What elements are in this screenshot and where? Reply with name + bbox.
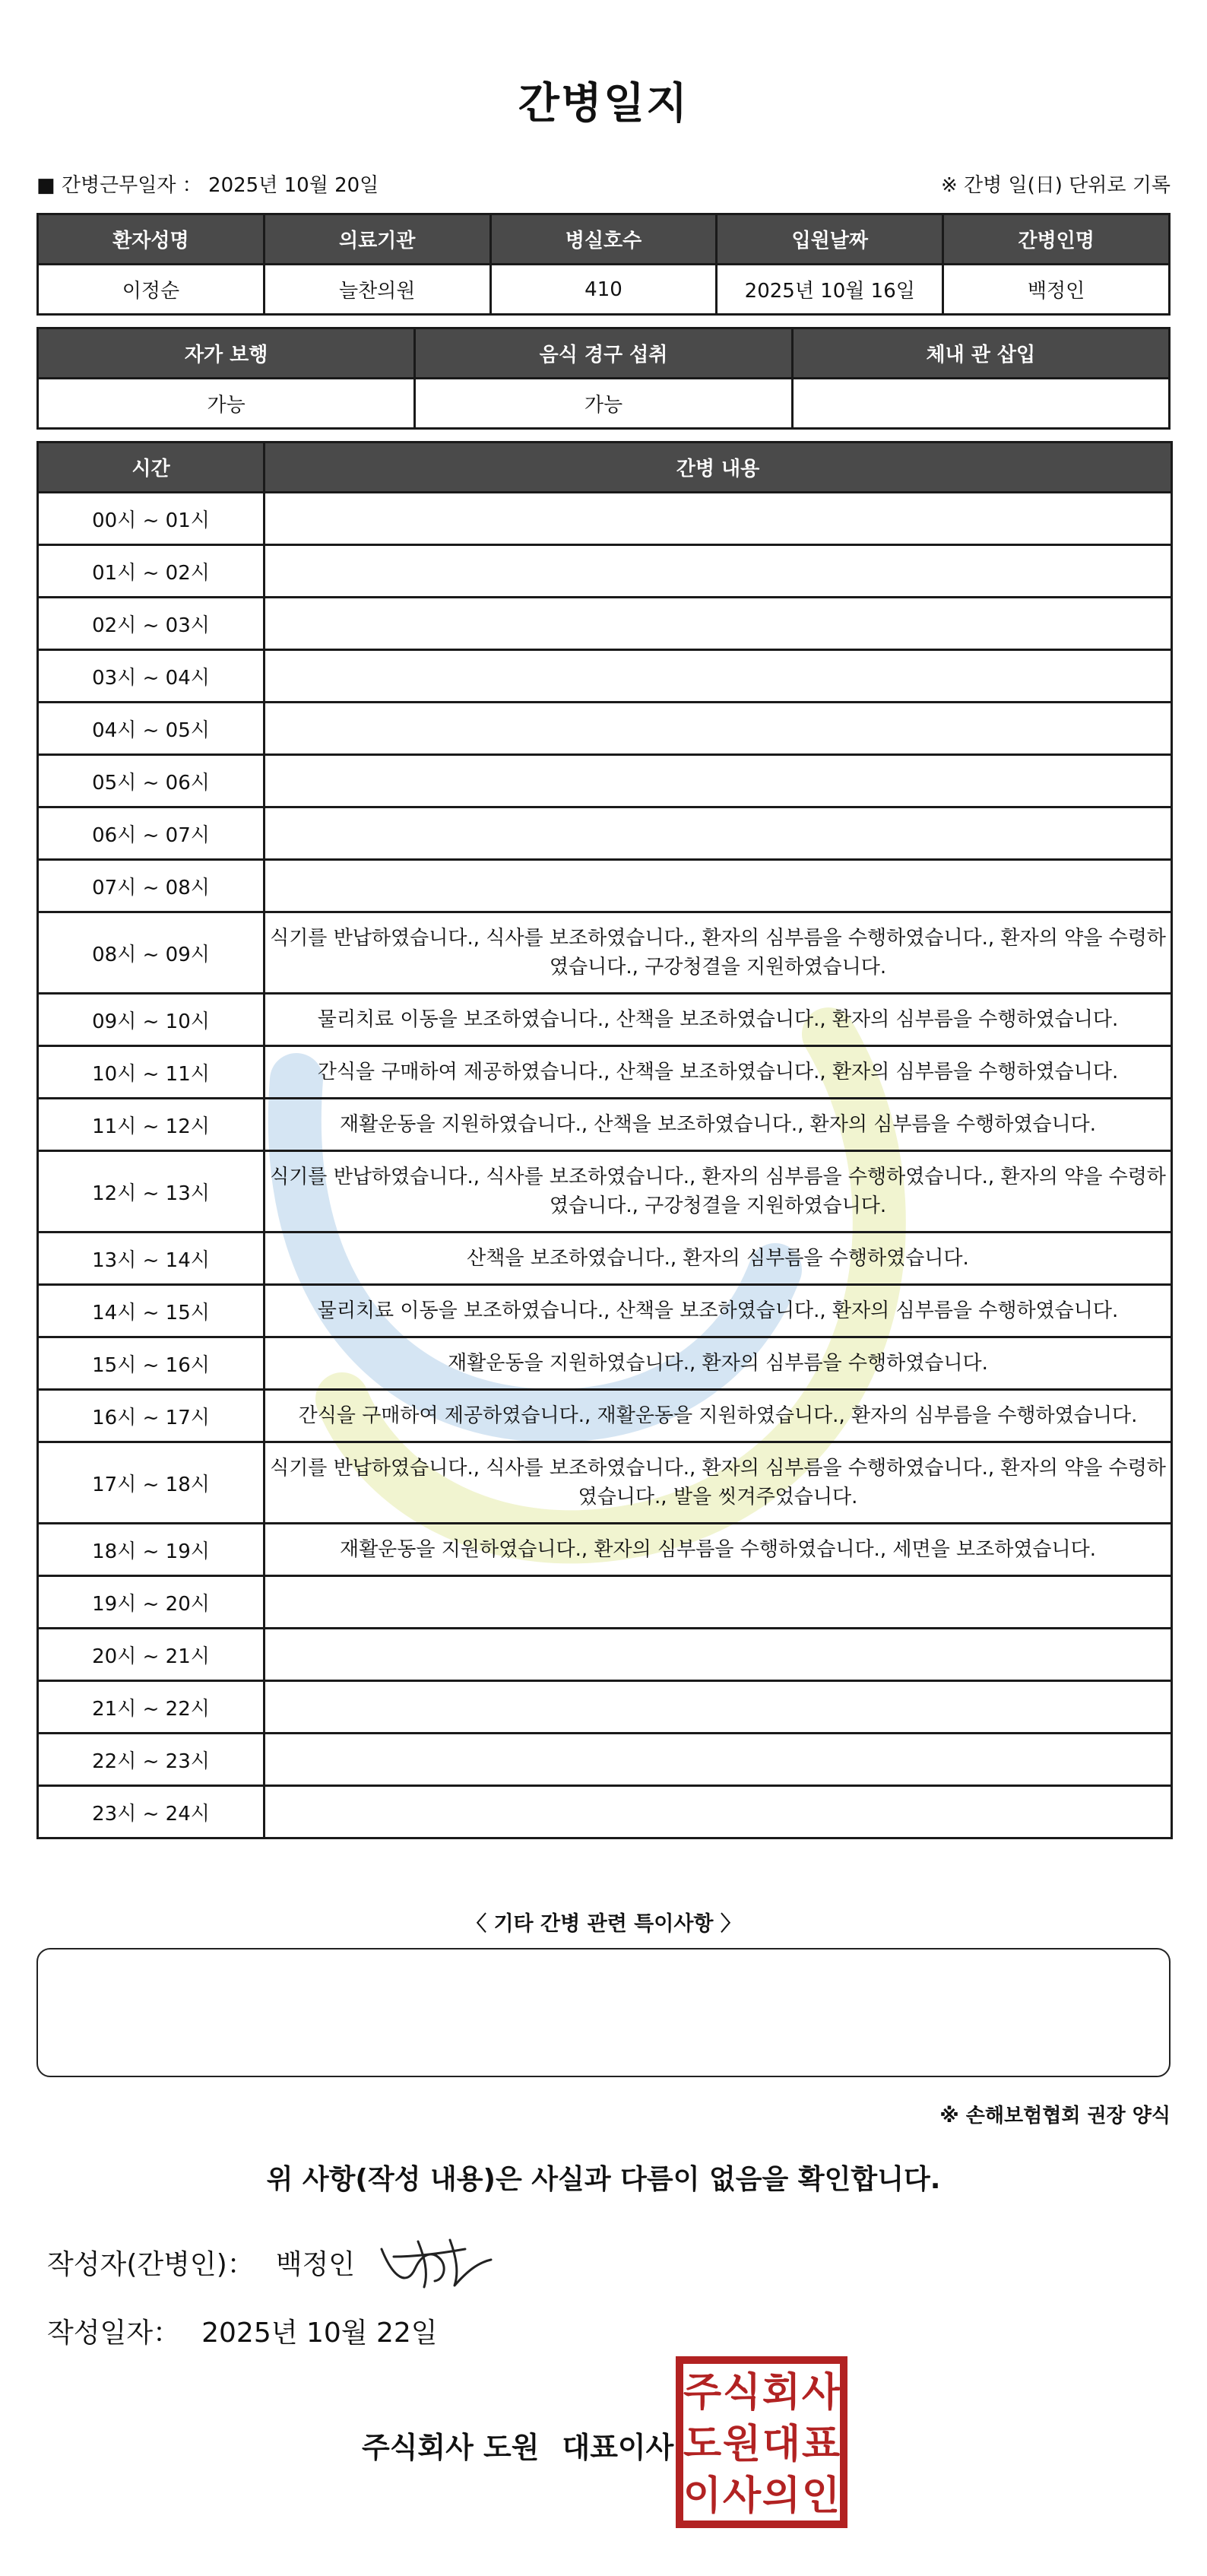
table-row xyxy=(38,1576,1172,1629)
care-content-cell: 간식을 구매하여 제공하였습니다., 재활운동을 지원하였습니다., 환자의 심부름을 수행하였습니다. xyxy=(265,1390,1172,1442)
seal-character: 회 xyxy=(762,2370,801,2416)
table-row xyxy=(38,598,1172,650)
time-cell: 23시 ~ 24시 xyxy=(38,1786,265,1838)
care-log-table xyxy=(36,441,1173,1839)
table-row xyxy=(38,755,1172,807)
care-content-cell xyxy=(265,650,1172,703)
table-row xyxy=(38,994,1172,1046)
table-row xyxy=(38,860,1172,912)
table-row xyxy=(38,1681,1172,1734)
patient-info-value-row xyxy=(38,265,1170,315)
care-content-cell: 재활운동을 지원하였습니다., 환자의 심부름을 수행하였습니다., 세면을 보조하였습니다. xyxy=(265,1524,1172,1576)
tube-insertion-value xyxy=(792,379,1169,429)
care-content-cell: 재활운동을 지원하였습니다., 산책을 보조하였습니다., 환자의 심부름을 수행하였습니다. xyxy=(265,1099,1172,1151)
patient-info-header-row xyxy=(38,214,1170,265)
table-row xyxy=(38,1337,1172,1390)
time-cell: 04시 ~ 05시 xyxy=(38,703,265,755)
time-cell: 06시 ~ 07시 xyxy=(38,807,265,860)
ceo-title: 대표이사 xyxy=(562,2431,674,2464)
self-walking-value: 가능 xyxy=(38,379,415,429)
seal-character: 주 xyxy=(683,2370,722,2416)
table-row xyxy=(38,493,1172,545)
patient-status-header-row xyxy=(38,328,1170,379)
table-row xyxy=(38,545,1172,598)
document-title: 간병일지 xyxy=(518,79,689,128)
time-cell: 02시 ~ 03시 xyxy=(38,598,265,650)
seal-character: 표 xyxy=(801,2422,841,2467)
care-content-cell xyxy=(265,1576,1172,1629)
header-caregiver-name: 간병인명 xyxy=(943,214,1170,265)
time-cell: 03시 ~ 04시 xyxy=(38,650,265,703)
care-content-cell xyxy=(265,755,1172,807)
table-row xyxy=(38,1734,1172,1786)
care-content-cell xyxy=(265,703,1172,755)
care-content-cell: 산책을 보조하였습니다., 환자의 심부름을 수행하였습니다. xyxy=(265,1232,1172,1285)
table-row xyxy=(38,1442,1172,1524)
care-log-header-row xyxy=(38,443,1172,493)
time-cell: 19시 ~ 20시 xyxy=(38,1576,265,1629)
table-row xyxy=(38,1629,1172,1681)
time-cell: 22시 ~ 23시 xyxy=(38,1734,265,1786)
time-cell: 08시 ~ 09시 xyxy=(38,912,265,994)
written-date-label: 작성일자： xyxy=(47,2317,181,2349)
company-name: 주식회사 도원 xyxy=(362,2431,540,2464)
table-row xyxy=(38,1046,1172,1099)
unit-note: ※ 간병 일(日) 단위로 기록 xyxy=(940,174,1171,197)
table-row xyxy=(38,1524,1172,1576)
special-notes-box xyxy=(36,1948,1171,2077)
header-care-content: 간병 내용 xyxy=(265,443,1172,493)
header-patient-name: 환자성명 xyxy=(38,214,265,265)
table-row xyxy=(38,650,1172,703)
confirmation-statement: 위 사항(작성 내용)은 사실과 다름이 없음을 확인합니다. xyxy=(266,2164,941,2195)
recommendation-note: ※ 손해보험협회 권장 양식 xyxy=(939,2105,1171,2127)
time-cell: 09시 ~ 10시 xyxy=(38,994,265,1046)
table-row xyxy=(38,1099,1172,1151)
care-content-cell xyxy=(265,1734,1172,1786)
writer-line xyxy=(47,2243,355,2282)
header-oral-intake: 음식 경구 섭취 xyxy=(415,328,792,379)
care-content-cell xyxy=(265,1786,1172,1838)
company-line xyxy=(362,2424,696,2466)
care-content-cell xyxy=(265,1629,1172,1681)
table-row xyxy=(38,1786,1172,1838)
oral-intake-value: 가능 xyxy=(415,379,792,429)
seal-character: 대 xyxy=(762,2422,801,2467)
time-cell: 15시 ~ 16시 xyxy=(38,1337,265,1390)
table-row xyxy=(38,1151,1172,1232)
time-cell: 17시 ~ 18시 xyxy=(38,1442,265,1524)
care-content-cell: 식기를 반납하였습니다., 식사를 보조하였습니다., 환자의 심부름을 수행하였습니다., 환자의 약을 수령하였습니다., 구강청결을 지원하였습니다. xyxy=(265,912,1172,994)
written-date-value: 2025년 10월 22일 xyxy=(201,2317,438,2349)
care-content-cell xyxy=(265,493,1172,545)
header-room-number: 병실호수 xyxy=(490,214,717,265)
time-cell: 11시 ~ 12시 xyxy=(38,1099,265,1151)
care-content-cell xyxy=(265,545,1172,598)
header-admission-date: 입원날짜 xyxy=(717,214,943,265)
room-number-value: 410 xyxy=(490,265,717,315)
time-cell: 14시 ~ 15시 xyxy=(38,1285,265,1337)
table-row xyxy=(38,1232,1172,1285)
seal-character: 의 xyxy=(762,2473,801,2519)
patient-info-table xyxy=(36,213,1171,316)
table-row xyxy=(38,1390,1172,1442)
writer-name: 백정인 xyxy=(275,2249,356,2280)
header-self-walking: 자가 보행 xyxy=(38,328,415,379)
handwritten-signature-icon xyxy=(371,2226,500,2295)
seal-character: 원 xyxy=(722,2422,762,2467)
hospital-value: 늘찬의원 xyxy=(264,265,490,315)
notes-title: 〈 기타 간병 관련 특이사항 〉 xyxy=(466,1912,741,1936)
care-content-cell: 간식을 구매하여 제공하였습니다., 산책을 보조하였습니다., 환자의 심부름을 수행하였습니다. xyxy=(265,1046,1172,1099)
care-content-cell xyxy=(265,1681,1172,1734)
patient-status-value-row xyxy=(38,379,1170,429)
table-row xyxy=(38,703,1172,755)
time-cell: 00시 ~ 01시 xyxy=(38,493,265,545)
time-cell: 12시 ~ 13시 xyxy=(38,1151,265,1232)
time-cell: 13시 ~ 14시 xyxy=(38,1232,265,1285)
seal-character: 사 xyxy=(801,2370,841,2416)
care-content-cell xyxy=(265,598,1172,650)
time-cell: 07시 ~ 08시 xyxy=(38,860,265,912)
patient-name-value: 이정순 xyxy=(38,265,265,315)
care-content-cell: 물리치료 이동을 보조하였습니다., 산책을 보조하였습니다., 환자의 심부름을 수행하였습니다. xyxy=(265,994,1172,1046)
care-content-cell: 물리치료 이동을 보조하였습니다., 산책을 보조하였습니다., 환자의 심부름을 수행하였습니다. xyxy=(265,1285,1172,1337)
writer-label: 작성자(간병인)： xyxy=(47,2249,255,2280)
patient-status-table xyxy=(36,327,1171,430)
seal-character: 사 xyxy=(722,2473,762,2519)
seal-character: 식 xyxy=(722,2370,762,2416)
time-cell: 20시 ~ 21시 xyxy=(38,1629,265,1681)
time-cell: 05시 ~ 06시 xyxy=(38,755,265,807)
table-row xyxy=(38,1285,1172,1337)
header-time: 시간 xyxy=(38,443,265,493)
time-cell: 16시 ~ 17시 xyxy=(38,1390,265,1442)
time-cell: 10시 ~ 11시 xyxy=(38,1046,265,1099)
admission-date-value: 2025년 10월 16일 xyxy=(717,265,943,315)
care-content-cell: 식기를 반납하였습니다., 식사를 보조하였습니다., 환자의 심부름을 수행하였습니다., 환자의 약을 수령하였습니다., 구강청결을 지원하였습니다. xyxy=(265,1151,1172,1232)
time-cell: 21시 ~ 22시 xyxy=(38,1681,265,1734)
table-row xyxy=(38,912,1172,994)
care-content-cell: 재활운동을 지원하였습니다., 환자의 심부름을 수행하였습니다. xyxy=(265,1337,1172,1390)
company-seal-stamp xyxy=(675,2356,848,2529)
seal-character: 도 xyxy=(683,2422,722,2467)
time-cell: 18시 ~ 19시 xyxy=(38,1524,265,1576)
written-date-line xyxy=(47,2311,438,2350)
care-log-body xyxy=(38,493,1172,1838)
seal-character: 인 xyxy=(801,2473,841,2519)
table-row xyxy=(38,807,1172,860)
header-tube-insertion: 체내 관 삽입 xyxy=(792,328,1169,379)
work-date-line: ■ 간병근무일자 ： 2025년 10월 20일 xyxy=(36,174,379,197)
care-content-cell: 식기를 반납하였습니다., 식사를 보조하였습니다., 환자의 심부름을 수행하였습니다., 환자의 약을 수령하였습니다., 발을 씻겨주었습니다. xyxy=(265,1442,1172,1524)
caregiver-name-value: 백정인 xyxy=(943,265,1170,315)
care-content-cell xyxy=(265,807,1172,860)
seal-character: 이 xyxy=(683,2473,722,2519)
time-cell: 01시 ~ 02시 xyxy=(38,545,265,598)
header-hospital: 의료기관 xyxy=(264,214,490,265)
care-content-cell xyxy=(265,860,1172,912)
